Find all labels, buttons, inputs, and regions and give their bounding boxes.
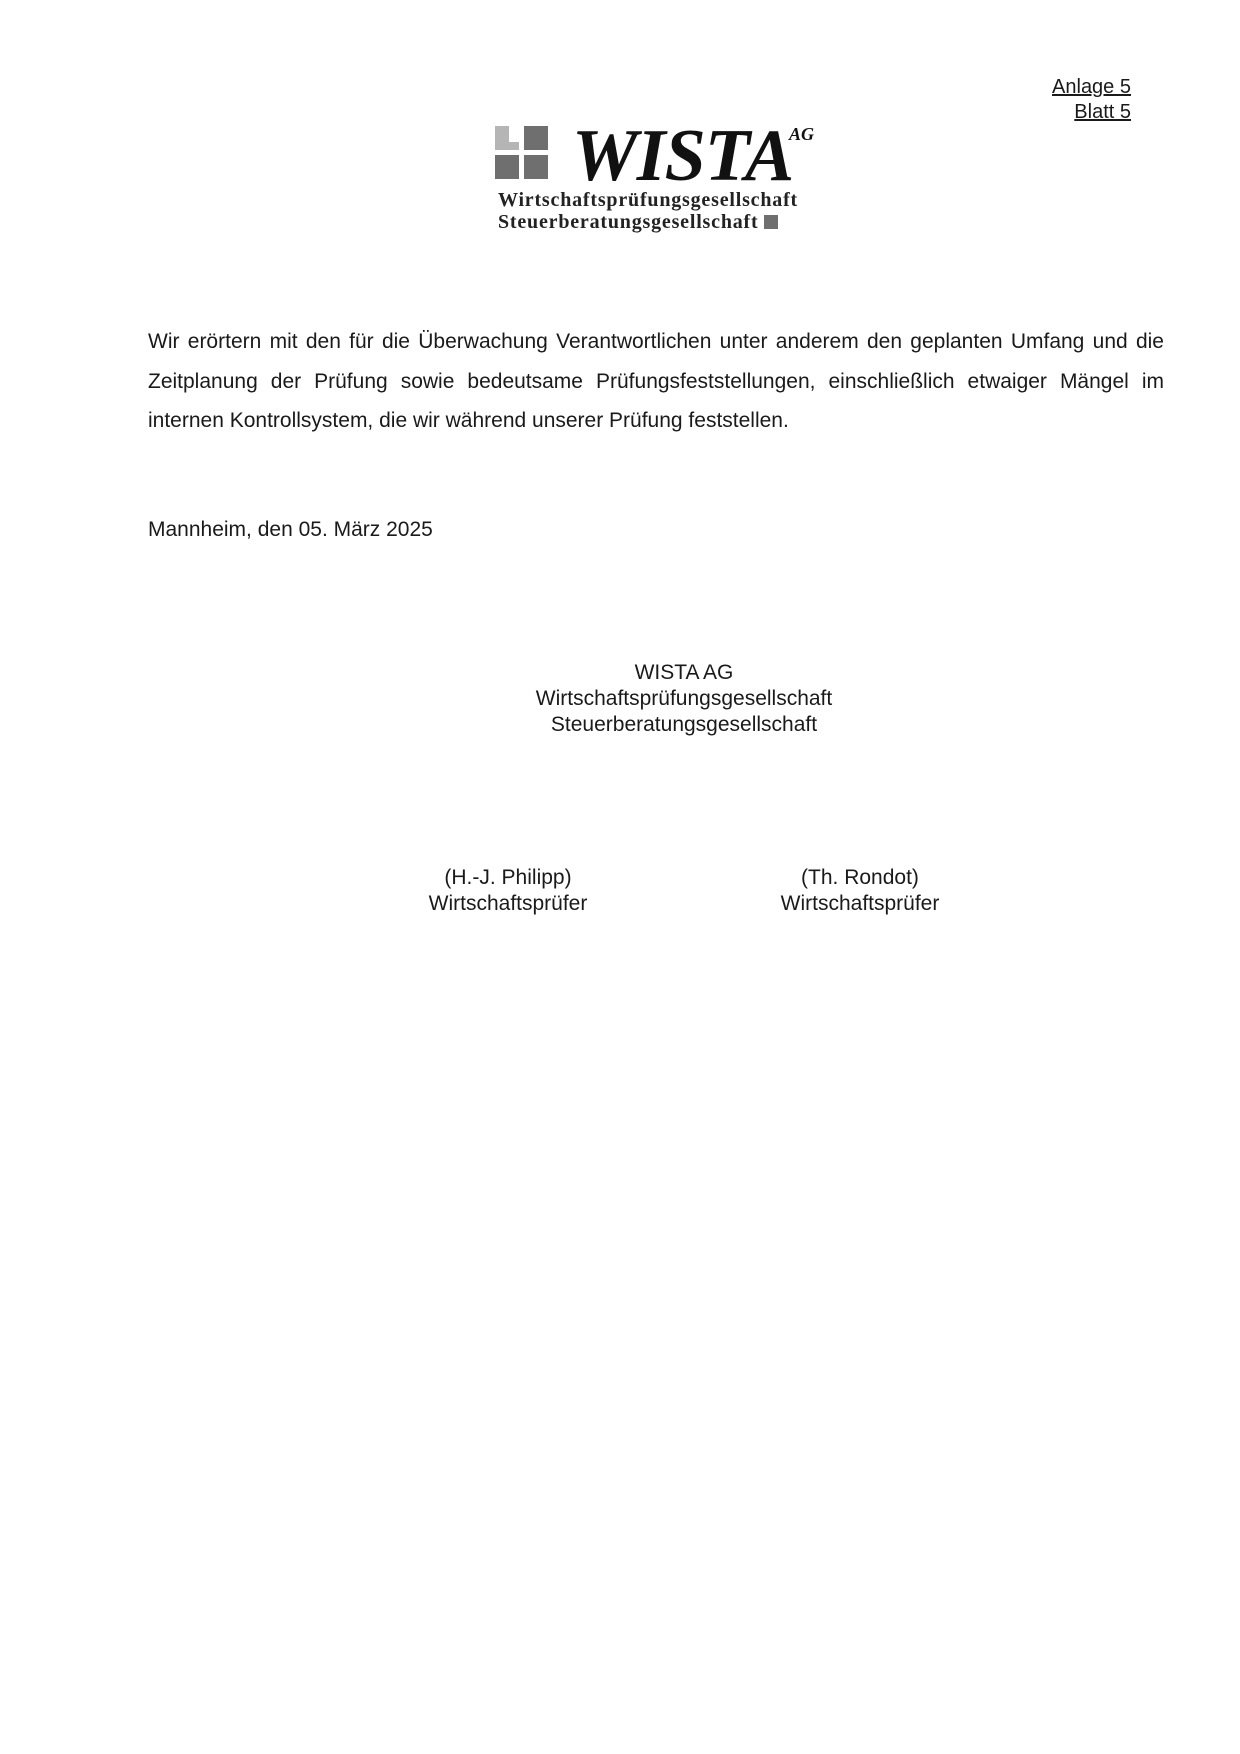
logo-line-1: Wirtschaftsprüfungsgesellschaft (498, 189, 798, 211)
company-logo (495, 115, 825, 237)
logo-line-2 (498, 211, 778, 234)
signatory-left (378, 865, 638, 917)
logo-line-2-text: Steuerberatungsgesellschaft (498, 211, 759, 233)
body-paragraph: Wir erörtern mit den für die Überwachung Verantwortlichen unter anderem den geplanten Umfang und die Zeitplanung der Prüfung sowie bedeutsame Prüfungsfeststellungen, einschließlich etwaiger Mängel im internen Kontrollsystem, die wir während unserer Prüfung feststellen. (148, 330, 1164, 432)
signatory-title: Wirtschaftsprüfer (428, 892, 588, 915)
logo-superscript: AG (789, 124, 815, 144)
logo-square-icon (764, 215, 778, 229)
signatory-name: (H.-J. Philipp) (444, 866, 572, 889)
firm-line-2: Steuerberatungsgesellschaft (550, 713, 818, 736)
annex-reference (1052, 75, 1131, 125)
signatory-name: (Th. Rondot) (801, 866, 919, 889)
firm-name: WISTA AG (634, 661, 734, 684)
logo-squares-icon (495, 126, 549, 180)
sheet-label: Blatt 5 (1074, 101, 1131, 123)
signatory-title: Wirtschaftsprüfer (780, 892, 940, 915)
firm-line-1: Wirtschaftsprüfungsgesellschaft (535, 687, 833, 710)
annex-label: Anlage 5 (1052, 76, 1131, 98)
firm-block (484, 660, 884, 738)
logo-wordmark: WISTA (572, 115, 794, 197)
signatory-right (730, 865, 990, 917)
place-date: Mannheim, den 05. März 2025 (148, 518, 433, 541)
